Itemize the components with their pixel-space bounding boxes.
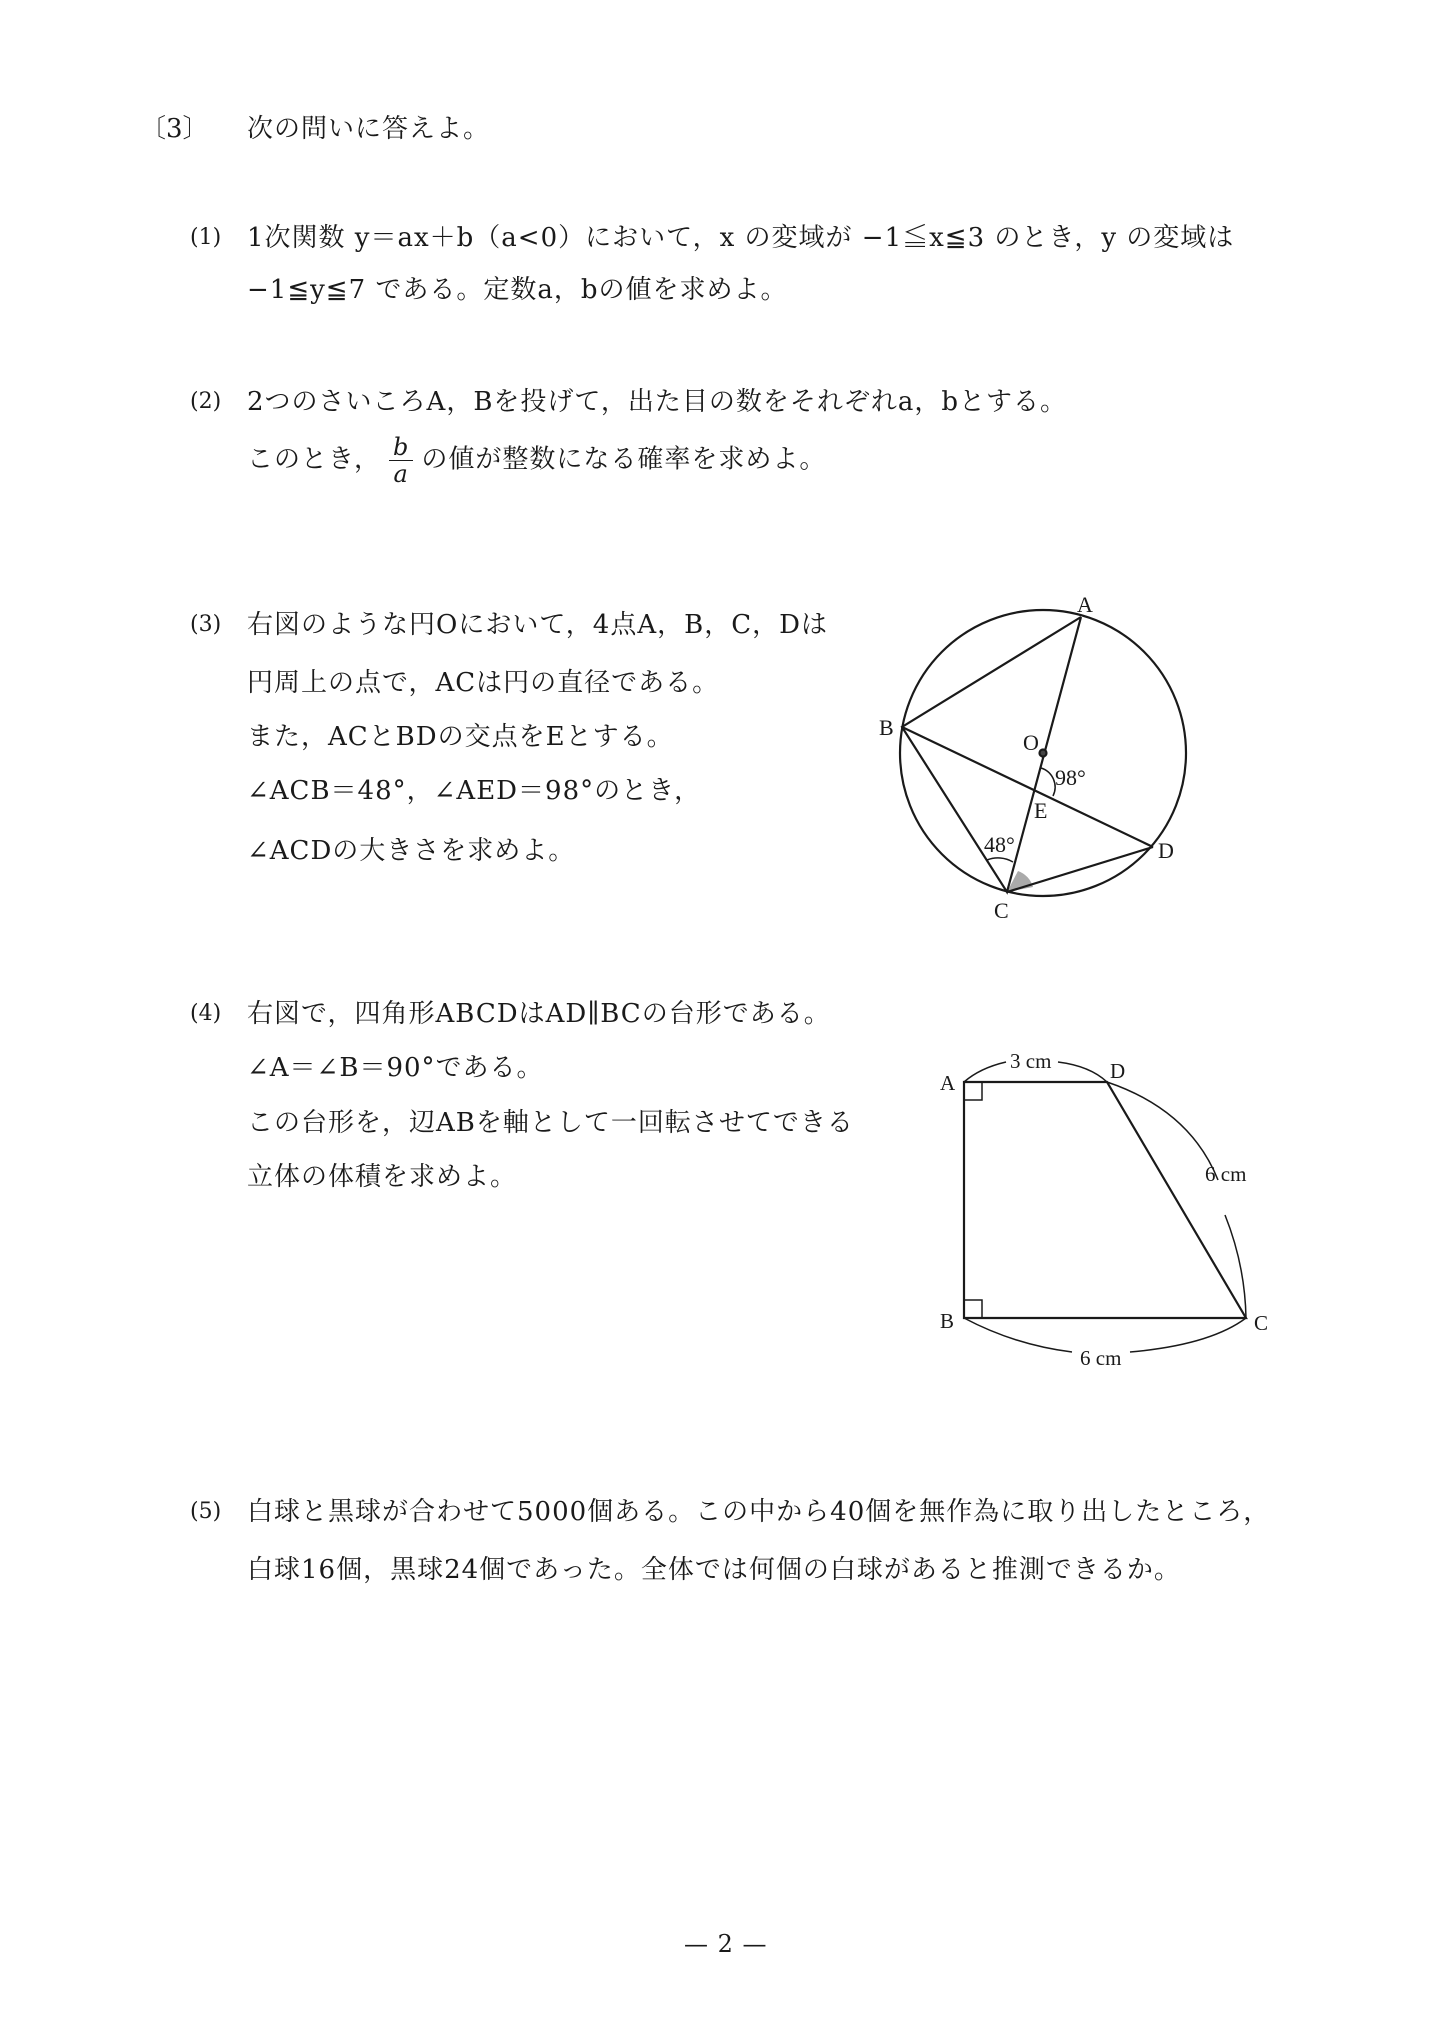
question-3-line-1: 右図のような円Oにおいて，4点A，B，C，Dは <box>247 610 828 640</box>
question-2-text-b: の値が整数になる確率を求めよ。 <box>421 444 827 475</box>
dimension-ad: 3 cm <box>1010 1049 1052 1073</box>
right-angle-b <box>964 1300 982 1318</box>
circle-figure <box>900 610 1186 896</box>
page-number: — 2 — <box>684 1930 768 1958</box>
label-b: B <box>879 715 894 740</box>
circle-labels <box>879 592 1174 923</box>
question-4-line-1: 右図で，四角形ABCDはAD∥BCの台形である。 <box>247 999 831 1029</box>
trap-label-d: D <box>1110 1059 1126 1083</box>
angle-acb-label: 48° <box>984 832 1015 857</box>
label-o: O <box>1023 730 1039 755</box>
label-c: C <box>994 898 1009 923</box>
question-4-number: (4) <box>190 1001 222 1026</box>
question-1-line-2: −1≦y≦7 である。定数a，bの値を求めよ。 <box>247 275 788 305</box>
section-number: 〔3〕 <box>140 114 209 144</box>
question-1-number: (1) <box>190 225 222 250</box>
fraction-denominator: a <box>393 460 409 488</box>
angle-acb-arc <box>987 858 1013 862</box>
label-a: A <box>1077 592 1093 617</box>
trapezoid-abcd <box>964 1082 1246 1318</box>
trap-label-c: C <box>1254 1311 1269 1335</box>
right-angle-a <box>964 1082 982 1100</box>
trap-label-a: A <box>940 1071 956 1095</box>
question-2-number: (2) <box>190 389 222 414</box>
question-2-line-1: 2つのさいころA，Bを投げて，出た目の数をそれぞれa，bとする。 <box>247 387 1068 417</box>
question-3-line-4: ∠ACB＝48°，∠AED＝98°のとき， <box>247 776 702 806</box>
trapezoid-labels <box>940 1049 1268 1370</box>
dimension-bc: 6 cm <box>1080 1346 1122 1370</box>
dimension-dc: 6 cm <box>1205 1162 1247 1186</box>
angle-aed-arc <box>1041 768 1055 796</box>
question-4-line-3: この台形を，辺ABを軸として一回転させてできる <box>247 1108 854 1138</box>
center-point <box>1040 750 1047 757</box>
question-1-line-1: 1次関数 y＝ax＋b（a<0）において，x の変域が −1≦x≦3 のとき，y の変域は <box>247 223 1235 253</box>
question-4-line-2: ∠A＝∠B＝90°である。 <box>247 1053 544 1083</box>
label-d: D <box>1158 838 1174 863</box>
question-3-number: (3) <box>190 612 222 637</box>
angle-aed-label: 98° <box>1055 765 1086 790</box>
trapezoid-figure <box>964 1062 1246 1352</box>
question-5-number: (5) <box>190 1499 222 1524</box>
question-3-line-3: また，ACとBDの交点をEとする。 <box>247 722 674 752</box>
section-instruction: 次の問いに答えよ。 <box>247 114 491 144</box>
trap-label-b: B <box>940 1309 955 1333</box>
fraction-numerator: b <box>389 434 413 461</box>
segment-cd <box>1007 847 1153 892</box>
question-4-line-4: 立体の体積を求めよ。 <box>247 1162 518 1192</box>
label-e: E <box>1034 798 1048 823</box>
question-3-line-5: ∠ACDの大きさを求めよ。 <box>247 836 576 866</box>
question-5-line-1: 白球と黒球が合わせて5000個ある。この中から40個を無作為に取り出したところ， <box>247 1497 1271 1527</box>
question-3-line-2: 円周上の点で，ACは円の直径である。 <box>247 668 720 698</box>
question-5-line-2: 白球16個，黒球24個であった。全体では何個の白球があると推測できるか。 <box>247 1555 1181 1585</box>
question-2-text-a: このとき， <box>247 444 381 475</box>
